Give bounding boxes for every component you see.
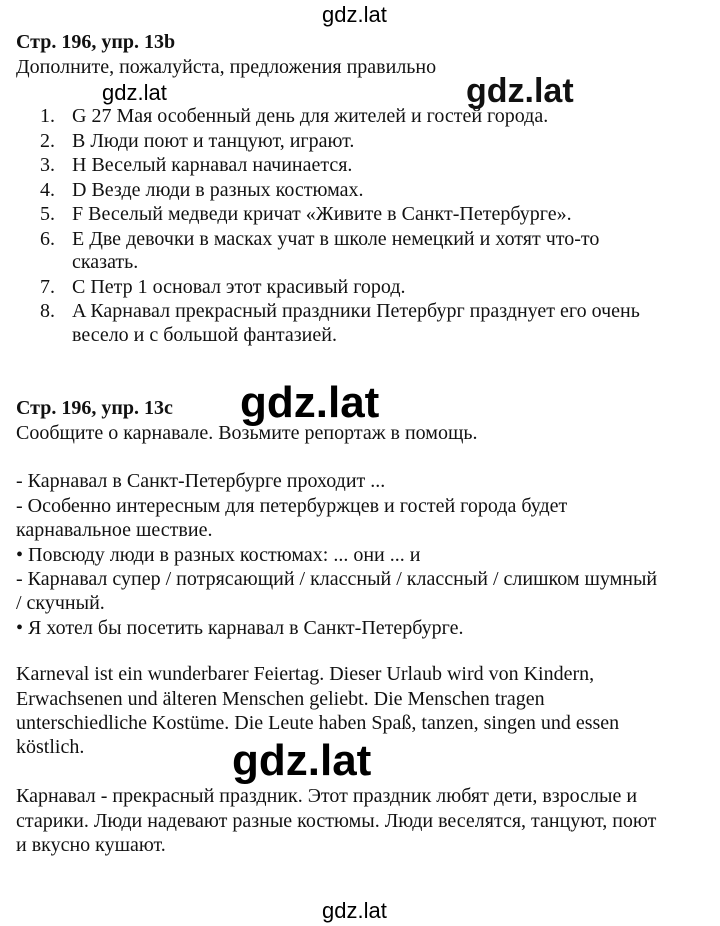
list-item: [40, 299, 640, 323]
watermark-left-small: gdz.lat: [102, 80, 167, 105]
paragraph-line: старики. Люди надевают разные костюмы. Люди веселятся, танцуют, поют: [16, 810, 657, 832]
report-line: карнавальное шествие.: [16, 519, 213, 541]
list-item-continuation: весело и с большой фантазией.: [72, 324, 337, 346]
list-item: [40, 104, 549, 128]
section-13b-heading: Стр. 196, упр. 13b: [16, 31, 176, 53]
list-item: [40, 227, 600, 251]
report-line: / скучный.: [16, 592, 105, 614]
paragraph-line: Карнавал - прекрасный праздник. Этот праздник любят дети, взрослые и: [16, 785, 638, 807]
list-item: [40, 275, 406, 299]
list-item-number: 3.: [40, 154, 55, 176]
section-13c-instruction: Сообщите о карнавале. Возьмите репортаж в помощь.: [16, 422, 478, 444]
list-item-number: 1.: [40, 105, 55, 127]
watermark-top: gdz.lat: [322, 2, 387, 27]
list-item-text: H Веселый карнавал начинается.: [72, 154, 353, 176]
watermark-right-big: gdz.lat: [466, 72, 574, 110]
list-item: [40, 153, 353, 177]
report-line: • Повсюду люди в разных костюмах: ... они ... и: [16, 544, 421, 566]
list-item-number: 2.: [40, 130, 55, 152]
paragraph-line: Erwachsenen und älteren Menschen geliebt. Die Menschen tragen: [16, 688, 545, 710]
section-13c-heading: Стр. 196, упр. 13c: [16, 397, 173, 419]
list-item-continuation: сказать.: [72, 251, 139, 273]
paragraph-line: köstlich.: [16, 736, 85, 758]
list-item-text: B Люди поют и танцуют, играют.: [72, 130, 355, 152]
list-item: [40, 178, 364, 202]
list-item-number: 8.: [40, 300, 55, 322]
list-item-number: 4.: [40, 179, 55, 201]
watermark-lower-big: gdz.lat: [232, 736, 372, 785]
list-item-text: E Две девочки в масках учат в школе немецкий и хотят что-то: [72, 228, 600, 250]
list-item-number: 5.: [40, 203, 55, 225]
list-item-text: C Петр 1 основал этот красивый город.: [72, 276, 406, 298]
list-item-text: G 27 Мая особенный день для жителей и гостей города.: [72, 105, 549, 127]
section-13b-instruction: Дополните, пожалуйста, предложения правильно: [16, 56, 437, 78]
paragraph-line: и вкусно кушают.: [16, 834, 166, 856]
report-line: - Карнавал супер / потрясающий / классный / классный / слишком шумный: [16, 568, 658, 590]
list-item-text: A Карнавал прекрасный праздники Петербург празднует его очень: [72, 300, 640, 322]
report-line: - Карнавал в Санкт-Петербурге проходит ...: [16, 470, 386, 492]
paragraph-line: Karneval ist ein wunderbarer Feiertag. Dieser Urlaub wird von Kindern,: [16, 663, 595, 685]
watermark-bottom: gdz.lat: [322, 898, 387, 923]
report-line: • Я хотел бы посетить карнавал в Санкт-Петербурге.: [16, 617, 464, 639]
list-item-text: D Везде люди в разных костюмах.: [72, 179, 364, 201]
list-item: [40, 202, 572, 226]
paragraph-line: unterschiedliche Kostüme. Die Leute haben Spaß, tanzen, singen und essen: [16, 712, 620, 734]
list-item-number: 7.: [40, 276, 55, 298]
report-line: - Особенно интересным для петербуржцев и гостей города будет: [16, 495, 568, 517]
list-item: [40, 129, 355, 153]
watermark-middle-big: gdz.lat: [240, 378, 380, 427]
list-item-text: F Веселый медведи кричат «Живите в Санкт-Петербурге».: [72, 203, 572, 225]
list-item-number: 6.: [40, 228, 55, 250]
